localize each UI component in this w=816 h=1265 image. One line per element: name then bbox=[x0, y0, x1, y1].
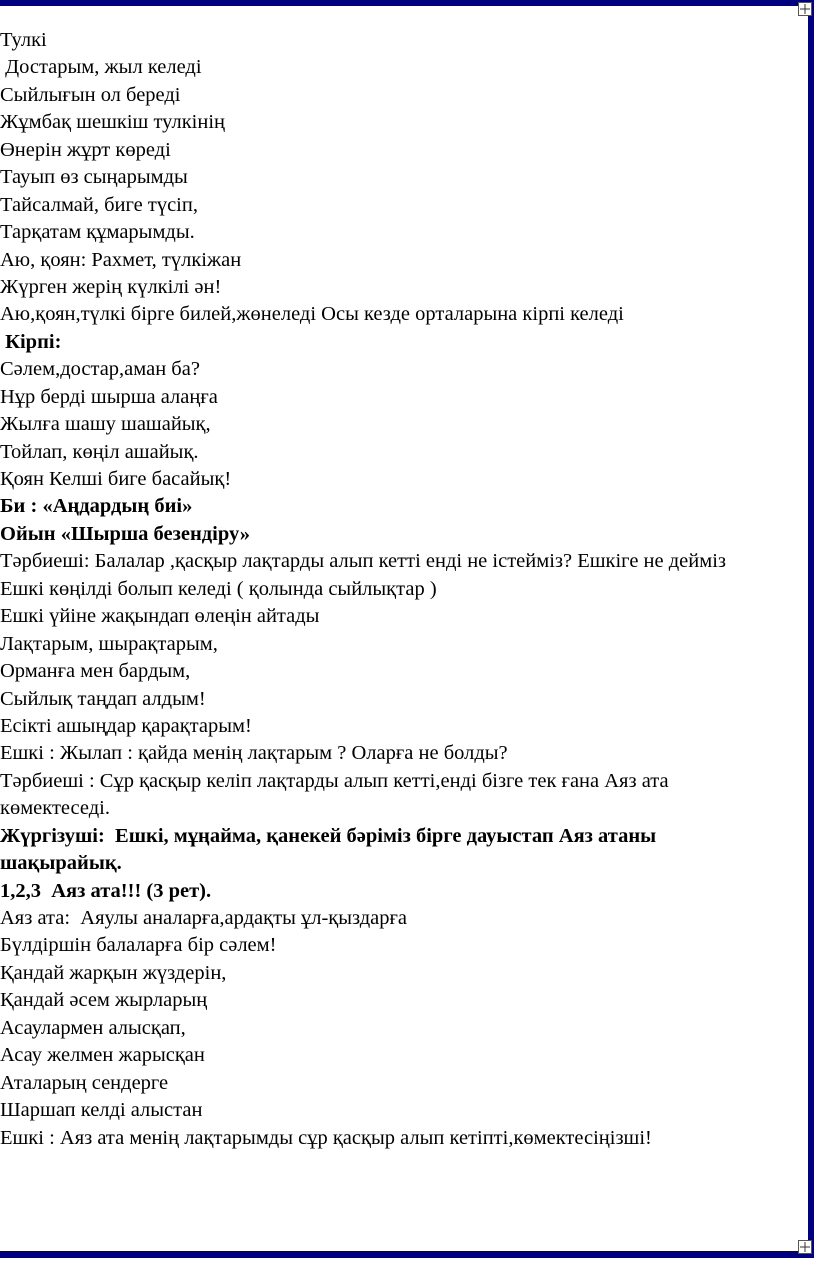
text-line: Орманға мен бардым, bbox=[0, 660, 191, 683]
text-line: Сыйлық таңдап алдым! bbox=[0, 687, 206, 710]
section-heading: Ойын «Шырша безендіру» bbox=[0, 522, 250, 545]
text-line: Қандай жарқын жүздерін, bbox=[0, 961, 227, 984]
text-line: Шаршап келді алыстан bbox=[0, 1099, 203, 1122]
text-line: Жылға шашу шашайық, bbox=[0, 413, 211, 436]
text-line: Тулкі bbox=[0, 29, 47, 51]
text-line: Достарым, жыл келеді bbox=[0, 56, 202, 79]
table-move-handle-icon[interactable] bbox=[798, 2, 812, 16]
text-line: Есікті ашыңдар қарақтарым! bbox=[0, 714, 252, 737]
text-line: Тойлап, көңіл ашайық. bbox=[0, 440, 199, 463]
text-line: Аталарың сендерге bbox=[0, 1071, 169, 1094]
text-line: Асау желмен жарысқан bbox=[0, 1044, 205, 1067]
text-line: Ешкі көңілді болып келеді ( қолында сыйлықтар ) bbox=[0, 577, 437, 600]
speaker-heading: Кірпі: bbox=[0, 330, 62, 353]
text-line: Бүлдіршін балаларға бір сəлем! bbox=[0, 934, 277, 957]
text-line: Өнерін жұрт көреді bbox=[0, 138, 171, 161]
page-border-top bbox=[0, 0, 812, 6]
document-text bbox=[0, 27, 806, 1152]
text-line: Тарқатам құмарымды. bbox=[0, 221, 195, 244]
text-line: Нұр берді шырша алаңға bbox=[0, 385, 218, 408]
text-line: Ешкі : Аяз ата менің лақтарымды сұр қасқыр алып кетіпті,көмектесіңізші! bbox=[0, 1126, 652, 1149]
text-line: Жұмбақ шешкіш тулкінің bbox=[0, 111, 225, 134]
text-line: Жүрген жерің күлкілі əн! bbox=[0, 275, 222, 298]
text-line: Лақтарым, шырақтарым, bbox=[0, 632, 218, 655]
text-line: Аю,қоян,түлкі бірге билей,жөнеледі Осы кезде орталарына кірпі келеді bbox=[0, 303, 624, 326]
section-heading: 1,2,3 Аяз ата!!! (3 рет). bbox=[0, 879, 212, 902]
text-line: Аяз ата: Аяулы аналарға,ардақты ұл-қыздарға bbox=[0, 907, 408, 929]
text-line: Қоян Келші биге басайық! bbox=[0, 468, 232, 490]
table-resize-handle-icon[interactable] bbox=[798, 1240, 812, 1254]
text-line: Ешкі үйіне жақындап өлеңін айтады bbox=[0, 605, 320, 628]
text-line: Тəрбиеші: Балалар ,қасқыр лақтарды алып кетті енді не істейміз? Ешкіге не дейміз bbox=[0, 550, 727, 573]
text-line: Асаулармен алысқап, bbox=[0, 1016, 186, 1039]
text-line: көмектеседі. bbox=[0, 797, 110, 820]
speaker-heading: Жүргізуші: Ешкі, мұңайма, қанекей бəріміз бірге дауыстап Аяз атаны bbox=[0, 824, 657, 847]
text-line: Тауып өз сыңарымды bbox=[0, 166, 188, 189]
speaker-heading: шақырайық. bbox=[0, 852, 122, 875]
page-border-right bbox=[808, 0, 814, 1258]
text-line: Тайсалмай, биге түсіп, bbox=[0, 193, 198, 216]
text-line: Сəлем,достар,аман ба? bbox=[0, 358, 200, 381]
text-line: Аю, қоян: Рахмет, түлкіжан bbox=[0, 248, 242, 271]
text-line: Ешкі : Жылап : қайда менің лақтарым ? Оларға не болды? bbox=[0, 742, 508, 765]
text-line: Сыйлығын ол береді bbox=[0, 83, 181, 106]
page-border-bottom bbox=[0, 1251, 812, 1258]
text-line: Тəрбиеші : Сұр қасқыр келіп лақтарды алып кетті,енді бізге тек ғана Аяз ата bbox=[0, 769, 669, 792]
section-heading: Би : «Аңдардың биі» bbox=[0, 495, 193, 518]
text-line: Қандай əсем жырларың bbox=[0, 989, 208, 1012]
